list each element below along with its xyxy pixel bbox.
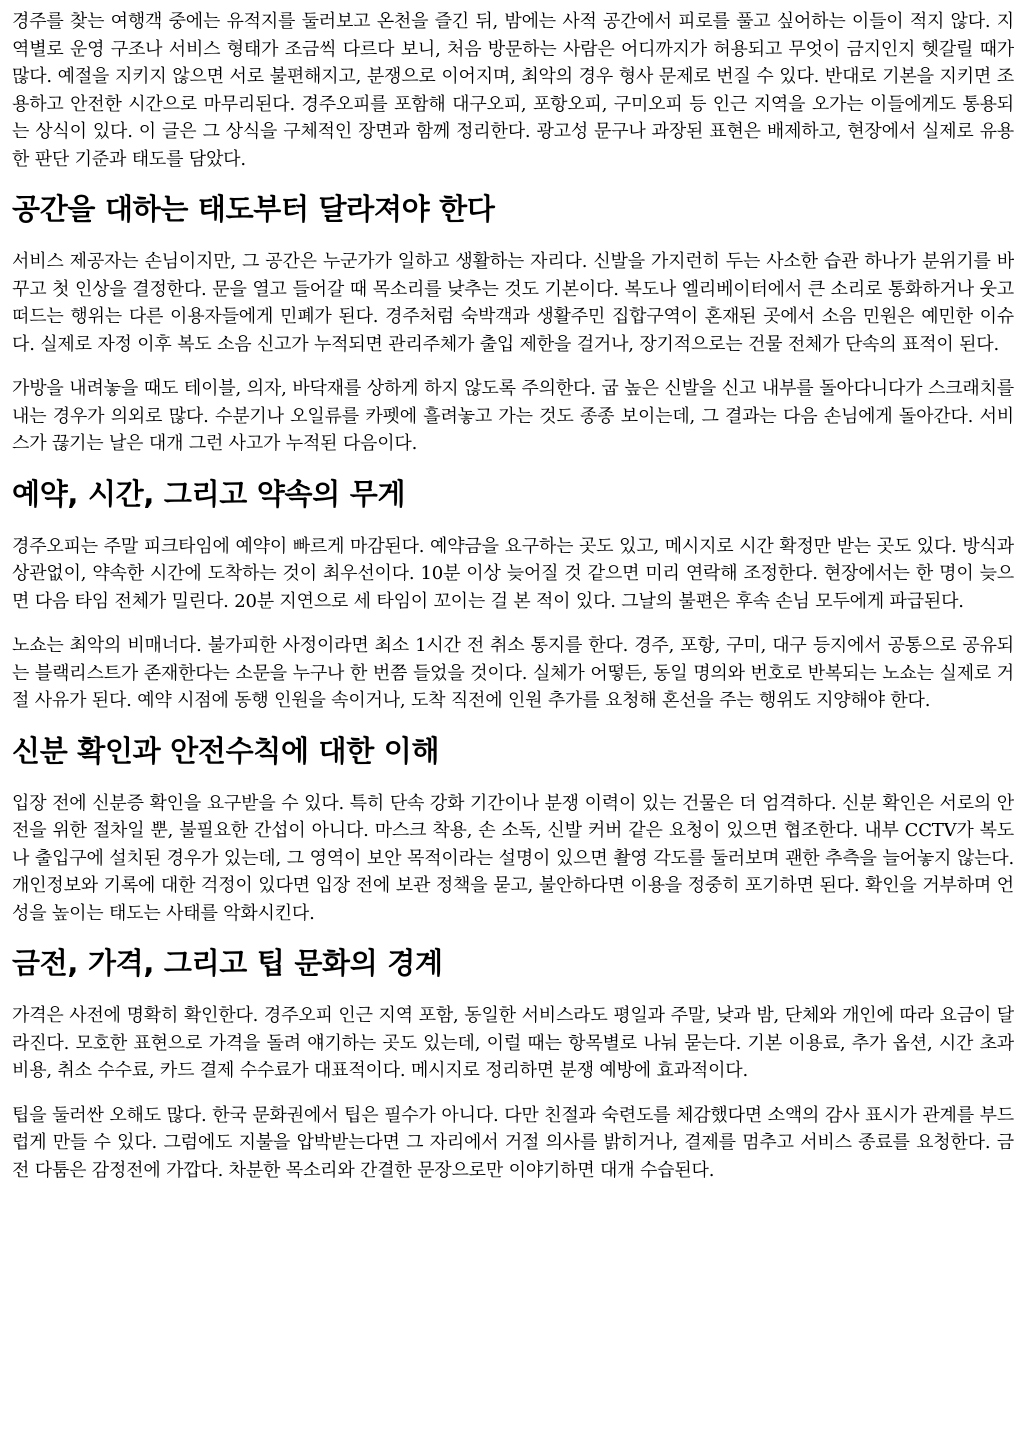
section-2-paragraph-2: 노쇼는 최악의 비매너다. 불가피한 사정이라면 최소 1시간 전 취소 통지를 한다. 경주, 포항, 구미, 대구 등지에서 공통으로 공유되는 블랙리스트가 존재한다는 소문을 누구나 한 번쯤 들었을 것이다. 실체가 어떻든, 동일 명의와 번호로 반복되는 노쇼는 실제로 거절 사유가 된다. 예약 시점에 동행 인원을 속이거나, 도착 직전에 인원 추가를 요청해 혼선을 주는 행위도 지양해야 한다. <box>12 635 1014 711</box>
section-4-paragraph-2: 팁을 둘러싼 오해도 많다. 한국 문화권에서 팁은 필수가 아니다. 다만 친절과 숙련도를 체감했다면 소액의 감사 표시가 관계를 부드럽게 만들 수 있다. 그럼에도 지불을 압박받는다면 그 자리에서 거절 의사를 밝히거나, 결제를 멈추고 서비스 종료를 요청한다. 금전 다툼은 감정전에 가깝다. 차분한 목소리와 간결한 문장으로만 이야기하면 대개 수습된다. <box>12 1104 1014 1181</box>
section-4-paragraph-1: 가격은 사전에 명확히 확인한다. 경주오피 인근 지역 포함, 동일한 서비스라도 평일과 주말, 낮과 밤, 단체와 개인에 따라 요금이 달라진다. 모호한 표현으로 가격을 돌려 얘기하는 곳도 있는데, 이럴 때는 항목별로 나눠 묻는다. 기본 이용료, 추가 옵션, 시간 초과 비용, 취소 수수료, 카드 결제 수수료가 대표적이다. 메시지로 정리하면 분쟁 예방에 효과적이다. <box>12 1005 1014 1081</box>
section-heading-identity-safety: 신분 확인과 안전수칙에 대한 이해 <box>12 733 440 768</box>
section-1-paragraph-2: 가방을 내려놓을 때도 테이블, 의자, 바닥재를 상하게 하지 않도록 주의한다. 굽 높은 신발을 신고 내부를 돌아다니다가 스크래치를 내는 경우가 의외로 많다. 수분기나 오일류를 카펫에 흘려놓고 가는 것도 종종 보이는데, 그 결과는 다음 손님에게 돌아간다. 서비스가 끊기는 날은 대개 그런 사고가 누적된 다음이다. <box>12 378 1014 454</box>
section-heading-reservation: 예약, 시간, 그리고 약속의 무게 <box>12 476 406 511</box>
section-3-paragraph-1: 입장 전에 신분증 확인을 요구받을 수 있다. 특히 단속 강화 기간이나 분쟁 이력이 있는 건물은 더 엄격하다. 신분 확인은 서로의 안전을 위한 절차일 뿐, 불필요한 간섭이 아니다. 마스크 착용, 손 소독, 신발 커버 같은 요청이 있으면 협조한다. 내부 CCTV가 복도나 출입구에 설치된 경우가 있는데, 그 영역이 보안 목적이라는 설명이 있으면 촬영 각도를 둘러보며 괜한 추측을 늘어놓지 않는다. 개인정보와 기록에 대한 걱정이 있다면 입장 전에 보관 정책을 묻고, 불안하다면 이용을 정중히 포기하면 된다. 확인을 거부하며 언성을 높이는 태도는 사태를 악화시킨다. <box>12 792 1014 924</box>
section-1-paragraph-1: 서비스 제공자는 손님이지만, 그 공간은 누군가가 일하고 생활하는 자리다. 신발을 가지런히 두는 사소한 습관 하나가 분위기를 바꾸고 첫 인상을 결정한다. 문을 열고 들어갈 때 목소리를 낮추는 것도 기본이다. 복도나 엘리베이터에서 큰 소리로 통화하거나 웃고 떠드는 행위는 다른 이용자들에게 민폐가 된다. 경주처럼 숙박객과 생활주민 집합구역이 혼재된 곳에서 소음 민원은 예민한 이슈다. 실제로 자정 이후 복도 소음 신고가 누적되면 관리주체가 출입 제한을 걸거나, 장기적으로는 건물 전체가 단속의 표적이 된다. <box>12 251 1014 355</box>
section-heading-money-tips: 금전, 가격, 그리고 팁 문화의 경계 <box>12 946 443 980</box>
section-heading-space-attitude: 공간을 대하는 태도부터 달라져야 한다 <box>12 192 495 226</box>
article <box>12 8 1014 1201</box>
intro-paragraph: 경주를 찾는 여행객 중에는 유적지를 둘러보고 온천을 즐긴 뒤, 밤에는 사적 공간에서 피로를 풀고 싶어하는 이들이 적지 않다. 지역별로 운영 구조나 서비스 형태가 조금씩 다르다 보니, 처음 방문하는 사람은 어디까지가 허용되고 무엇이 금지인지 헷갈릴 때가 많다. 예절을 지키지 않으면 서로 불편해지고, 분쟁으로 이어지며, 최악의 경우 형사 문제로 번질 수 있다. 반대로 기본을 지키면 조용하고 안전한 시간으로 마무리된다. 경주오피를 포함해 대구오피, 포항오피, 구미오피 등 인근 지역을 오가는 이들에게도 통용되는 상식이 있다. 이 글은 그 상식을 구체적인 장면과 함께 정리한다. 광고성 문구나 과장된 표현은 배제하고, 현장에서 실제로 유용한 판단 기준과 태도를 담았다. <box>12 11 1014 170</box>
section-2-paragraph-1: 경주오피는 주말 피크타임에 예약이 빠르게 마감된다. 예약금을 요구하는 곳도 있고, 메시지로 시간 확정만 받는 곳도 있다. 방식과 상관없이, 약속한 시간에 도착하는 것이 최우선이다. 10분 이상 늦어질 것 같으면 미리 연락해 조정한다. 현장에서는 한 명이 늦으면 다음 타임 전체가 밀린다. 20분 지연으로 세 타임이 꼬이는 걸 본 적이 있다. 그날의 불편은 후속 손님 모두에게 파급된다. <box>12 535 1014 612</box>
